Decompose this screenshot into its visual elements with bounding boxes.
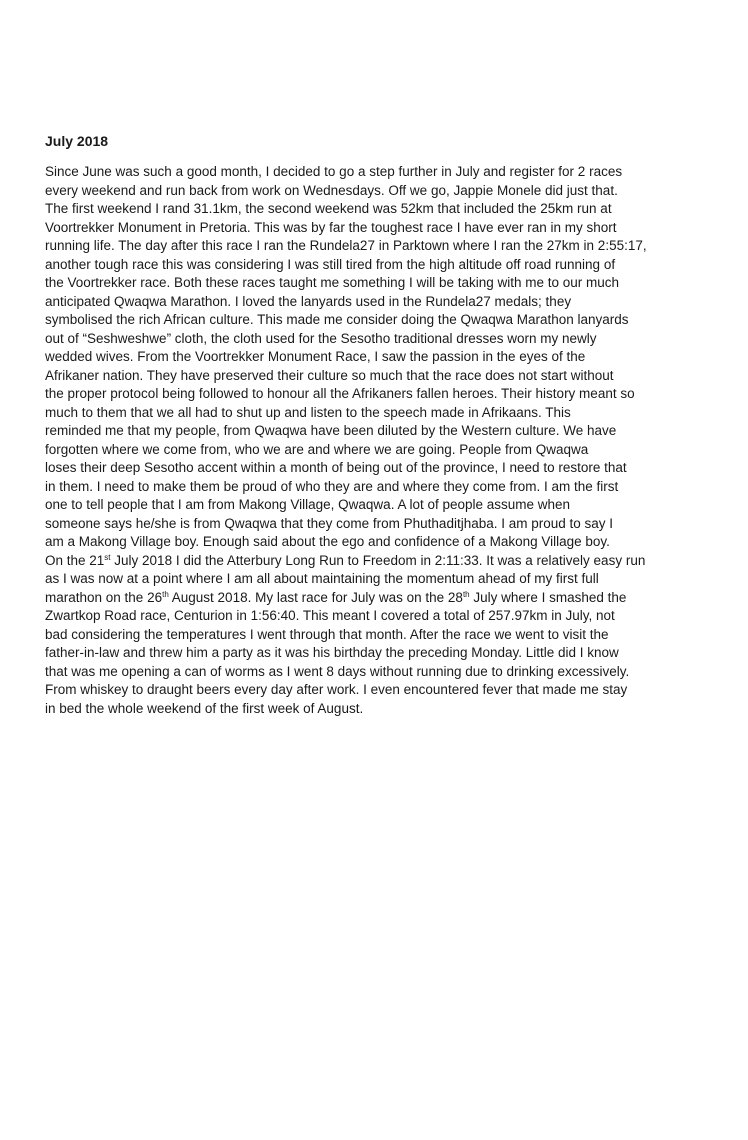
text-segment: On the 21: [45, 552, 105, 568]
text-line: running life. The day after this race I ran the Rundela27 in Parktown where I ran the 27km in 2:55:17,: [45, 238, 647, 253]
text-line: [45, 552, 709, 571]
text-line: forgotten where we come from, who we are and where we are going. People from Qwaqwa: [45, 441, 589, 457]
text-line: [45, 589, 709, 608]
text-line: the Voortrekker race. Both these races taught me something I will be taking with me to our much: [45, 275, 620, 290]
text-line: wedded wives. From the Voortrekker Monument Race, I saw the passion in the eyes of the: [45, 349, 586, 364]
text-line: Since June was such a good month, I decided to go a step further in July and register for 2 races: [45, 164, 623, 179]
text-line: much to them that we all had to shut up and listen to the speech made in Afrikaans. This: [45, 404, 571, 420]
text-segment: July where I smashed the: [469, 589, 627, 605]
ordinal-suffix: st: [104, 552, 111, 562]
text-line: as I was now at a point where I am all about maintaining the momentum ahead of my first full: [45, 571, 599, 586]
text-line: Afrikaner nation. They have preserved their culture so much that the race does not start without: [45, 367, 614, 383]
text-line: out of “Seshweshwe” cloth, the cloth used for the Sesotho traditional dresses worn my newly: [45, 330, 597, 346]
body-paragraph: [45, 163, 709, 718]
text-line: bad considering the temperatures I went through that month. After the race we went to visit the: [45, 626, 609, 642]
text-line: in them. I need to make them be proud of who they are and where they come from. I am the first: [45, 478, 619, 494]
text-line: reminded me that my people, from Qwaqwa have been diluted by the Western culture. We have: [45, 423, 617, 438]
text-line: anticipated Qwaqwa Marathon. I loved the lanyards used in the Rundela27 medals; they: [45, 293, 572, 309]
text-line: am a Makong Village boy. Enough said about the ego and confidence of a Makong Village boy.: [45, 534, 610, 549]
text-line: every weekend and run back from work on Wednesdays. Off we go, Jappie Monele did just that.: [45, 182, 618, 198]
text-line: another tough race this was considering I was still tired from the high altitude off road running of: [45, 256, 616, 272]
ordinal-suffix: th: [162, 589, 169, 599]
text-line: symbolised the rich African culture. This made me consider doing the Qwaqwa Marathon lanyards: [45, 312, 629, 327]
text-line: the proper protocol being followed to honour all the Afrikaners fallen heroes. Their history meant so: [45, 386, 635, 401]
text-line: someone says he/she is from Qwaqwa that they come from Phuthaditjhaba. I am proud to say I: [45, 515, 614, 531]
text-line: Voortrekker Monument in Pretoria. This was by far the toughest race I have ever ran in my short: [45, 219, 617, 235]
text-line: loses their deep Sesotho accent within a month of being out of the province, I need to restore that: [45, 460, 627, 475]
text-segment: August 2018. My last race for July was on the 28: [168, 589, 463, 605]
text-segment: July 2018 I did the Atterbury Long Run to Freedom in 2:11:33. It was a relatively easy run: [110, 552, 646, 568]
ordinal-suffix: th: [462, 589, 470, 599]
text-line: in bed the whole weekend of the first week of August.: [45, 700, 364, 716]
text-line: The first weekend I rand 31.1km, the second weekend was 52km that included the 25km run at: [45, 201, 612, 216]
text-line: father-in-law and threw him a party as it was his birthday the preceding Monday. Little did I know: [45, 645, 619, 660]
text-line: Zwartkop Road race, Centurion in 1:56:40. This meant I covered a total of 257.97km in July, not: [45, 608, 615, 623]
text-segment: marathon on the 26: [45, 589, 163, 605]
text-line: that was me opening a can of worms as I went 8 days without running due to drinking excessively.: [45, 663, 630, 679]
text-line: From whiskey to draught beers every day after work. I even encountered fever that made me stay: [45, 682, 628, 697]
text-line: one to tell people that I am from Makong Village, Qwaqwa. A lot of people assume when: [45, 497, 571, 512]
section-heading: July 2018: [45, 133, 109, 149]
